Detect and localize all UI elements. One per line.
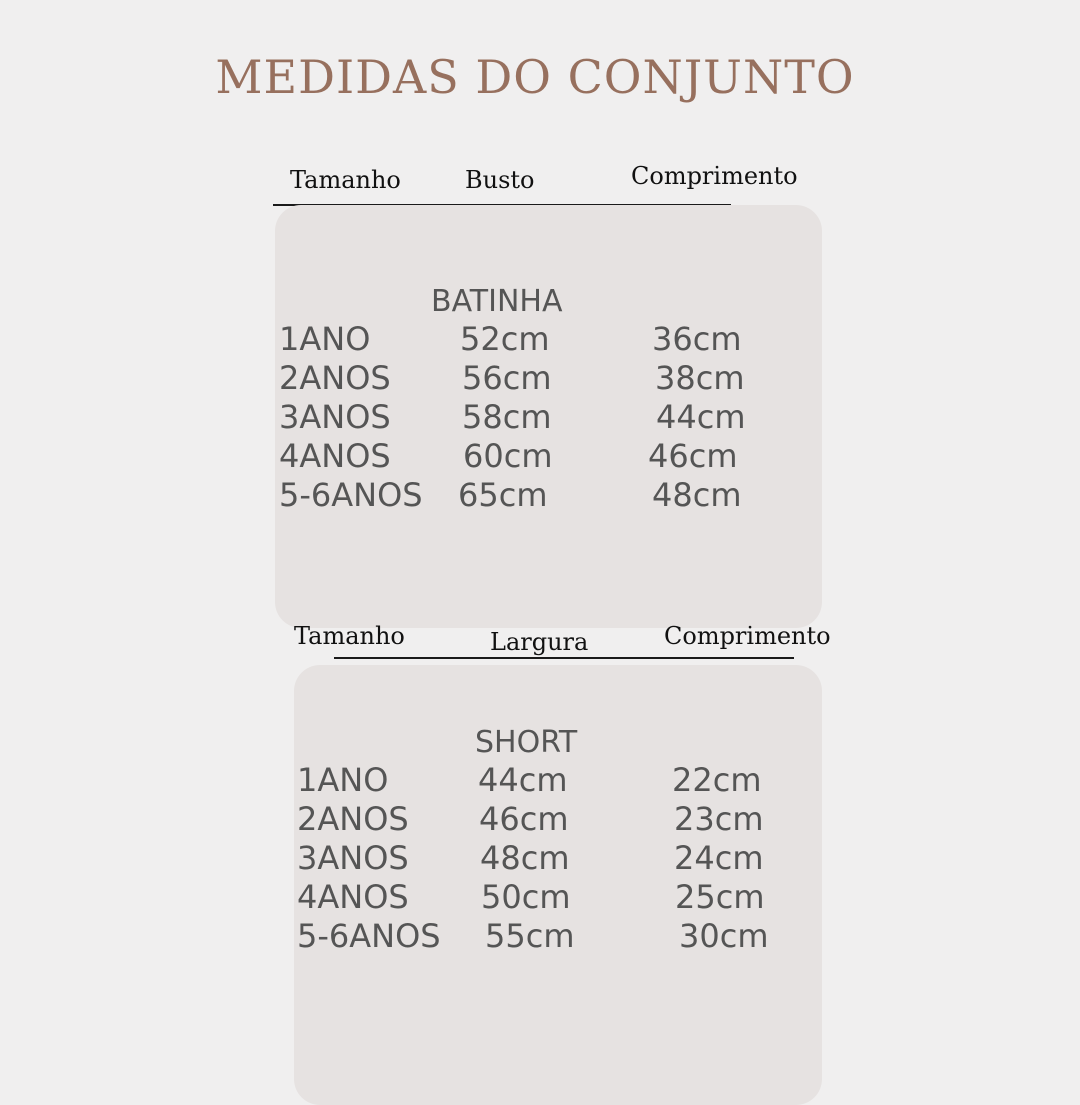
- bust-cell: 65cm: [458, 476, 548, 514]
- length-cell: 46cm: [648, 437, 738, 475]
- length-cell: 48cm: [652, 476, 742, 514]
- length-cell: 24cm: [674, 839, 764, 877]
- length-cell: 38cm: [655, 359, 745, 397]
- length-cell: 30cm: [679, 917, 769, 955]
- width-cell: 44cm: [478, 761, 568, 799]
- page-title: MEDIDAS DO CONJUNTO: [215, 50, 855, 104]
- width-cell: 50cm: [481, 878, 571, 916]
- size-cell: 4ANOS: [279, 437, 391, 475]
- width-cell: 55cm: [485, 917, 575, 955]
- width-cell: 48cm: [480, 839, 570, 877]
- length-cell: 22cm: [672, 761, 762, 799]
- column-header-width: Largura: [490, 628, 589, 656]
- size-cell: 1ANO: [279, 320, 371, 358]
- size-cell: 3ANOS: [279, 398, 391, 436]
- size-cell: 5-6ANOS: [279, 476, 423, 514]
- size-cell: 1ANO: [297, 761, 389, 799]
- column-header-size: Tamanho: [290, 166, 401, 194]
- bust-cell: 56cm: [462, 359, 552, 397]
- section-title: BATINHA: [431, 284, 563, 319]
- size-cell: 5-6ANOS: [297, 917, 441, 955]
- column-header-length: Comprimento: [631, 162, 798, 190]
- column-header-bust: Busto: [465, 166, 535, 194]
- size-cell: 4ANOS: [297, 878, 409, 916]
- length-cell: 23cm: [674, 800, 764, 838]
- bust-cell: 52cm: [460, 320, 550, 358]
- size-cell: 2ANOS: [279, 359, 391, 397]
- bust-cell: 58cm: [462, 398, 552, 436]
- width-cell: 46cm: [479, 800, 569, 838]
- column-header-size: Tamanho: [294, 622, 405, 650]
- length-cell: 44cm: [656, 398, 746, 436]
- header-divider: [334, 657, 794, 659]
- length-cell: 25cm: [675, 878, 765, 916]
- size-cell: 3ANOS: [297, 839, 409, 877]
- section-title: SHORT: [475, 725, 578, 760]
- size-cell: 2ANOS: [297, 800, 409, 838]
- bust-cell: 60cm: [463, 437, 553, 475]
- length-cell: 36cm: [652, 320, 742, 358]
- column-header-length: Comprimento: [664, 622, 831, 650]
